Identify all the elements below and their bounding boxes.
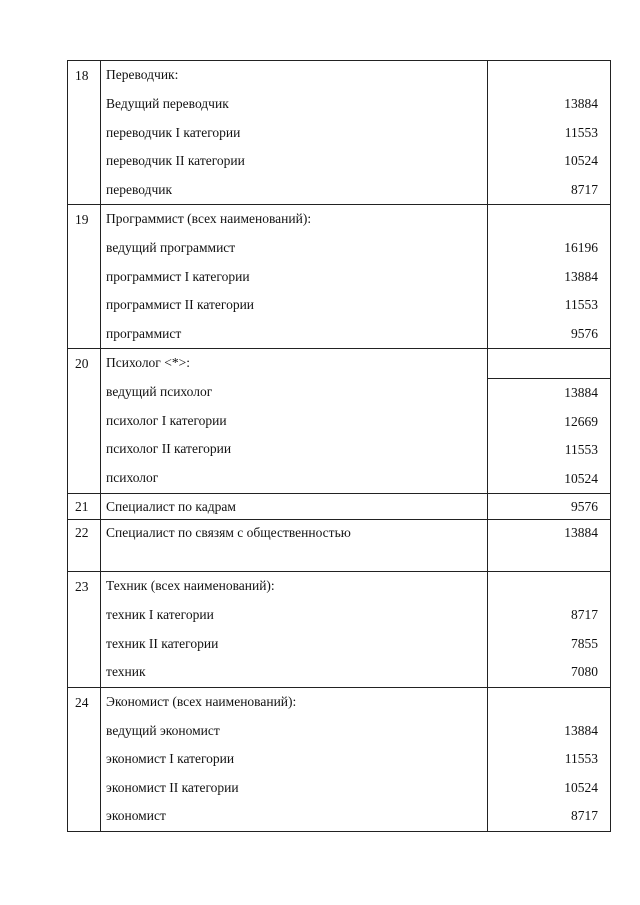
row-number: 23 — [68, 572, 101, 688]
salary-cell — [487, 61, 610, 205]
salary-value: 9576 — [571, 325, 598, 341]
salary-value: 8717 — [571, 607, 598, 622]
position-cell — [101, 687, 488, 831]
salary-value: 7855 — [571, 635, 598, 651]
section-title: Экономист (всех наименований): — [106, 693, 297, 709]
position-name: ведущий психолог — [106, 384, 213, 399]
position-cell — [101, 349, 488, 494]
position-name: техник II категории — [106, 635, 219, 651]
salary-cell — [487, 349, 610, 494]
salary-value: 9576 — [571, 499, 598, 514]
table-row — [68, 572, 611, 688]
position-name: психолог I категории — [106, 412, 227, 428]
row-number: 19 — [68, 205, 101, 349]
section-title: Специалист по связям с общественностью — [106, 525, 351, 540]
salary-value: 10524 — [564, 779, 598, 795]
position-name: переводчик — [106, 181, 173, 197]
row-number: 22 — [68, 520, 101, 572]
salary-value: 13884 — [564, 722, 598, 738]
position-name: экономист I категории — [106, 751, 235, 766]
table-row — [68, 520, 611, 572]
row-number: 21 — [68, 494, 101, 520]
salary-value: 11553 — [564, 297, 598, 312]
salary-cell — [487, 520, 610, 572]
table-row — [68, 687, 611, 831]
salary-value: 13884 — [564, 525, 598, 540]
position-cell — [101, 572, 488, 688]
section-title: Программист (всех наименований): — [106, 211, 312, 226]
position-name: психолог — [106, 469, 159, 485]
salary-value: 11553 — [564, 124, 598, 140]
position-name: программист — [106, 325, 182, 341]
table-row — [68, 349, 611, 494]
section-title: Специалист по кадрам — [106, 499, 236, 514]
salary-value: 16196 — [564, 240, 598, 255]
salary-value: 12669 — [564, 413, 598, 429]
row-number: 18 — [68, 61, 101, 205]
position-name: ведущий программист — [106, 240, 236, 255]
salary-value: 13884 — [564, 385, 598, 400]
position-cell — [101, 205, 488, 349]
position-cell — [101, 520, 488, 572]
salary-value: 13884 — [564, 268, 598, 284]
salary-value: 11553 — [564, 442, 598, 457]
position-name: программист I категории — [106, 268, 250, 284]
salary-cell — [487, 494, 610, 520]
salary-cell — [487, 572, 610, 688]
position-name: ведущий экономист — [106, 722, 220, 738]
salary-value: 8717 — [571, 181, 598, 197]
section-title: Психолог <*>: — [106, 355, 190, 370]
position-name: техник I категории — [106, 607, 214, 622]
salary-table — [67, 60, 611, 832]
salary-value: 10524 — [564, 470, 598, 486]
salary-value: 8717 — [571, 808, 598, 823]
salary-value: 13884 — [564, 96, 598, 111]
position-name: переводчик I категории — [106, 124, 241, 140]
position-name: экономист — [106, 808, 166, 823]
row-number: 20 — [68, 349, 101, 494]
position-cell — [101, 494, 488, 520]
table-row — [68, 494, 611, 520]
salary-cell — [487, 687, 610, 831]
position-name: экономист II категории — [106, 779, 239, 795]
salary-cell — [487, 205, 610, 349]
position-name: Ведущий переводчик — [106, 96, 229, 111]
salary-value: 11553 — [564, 751, 598, 766]
salary-value: 10524 — [564, 153, 598, 168]
position-name: психолог II категории — [106, 441, 232, 456]
table-row — [68, 205, 611, 349]
section-title: Техник (всех наименований): — [106, 578, 275, 593]
table-row — [68, 61, 611, 205]
section-title: Переводчик: — [106, 67, 179, 82]
position-name: техник — [106, 664, 146, 679]
position-name: программист II категории — [106, 297, 255, 312]
position-name: переводчик II категории — [106, 153, 245, 168]
row-number: 24 — [68, 687, 101, 831]
position-cell — [101, 61, 488, 205]
salary-value: 7080 — [571, 664, 598, 679]
